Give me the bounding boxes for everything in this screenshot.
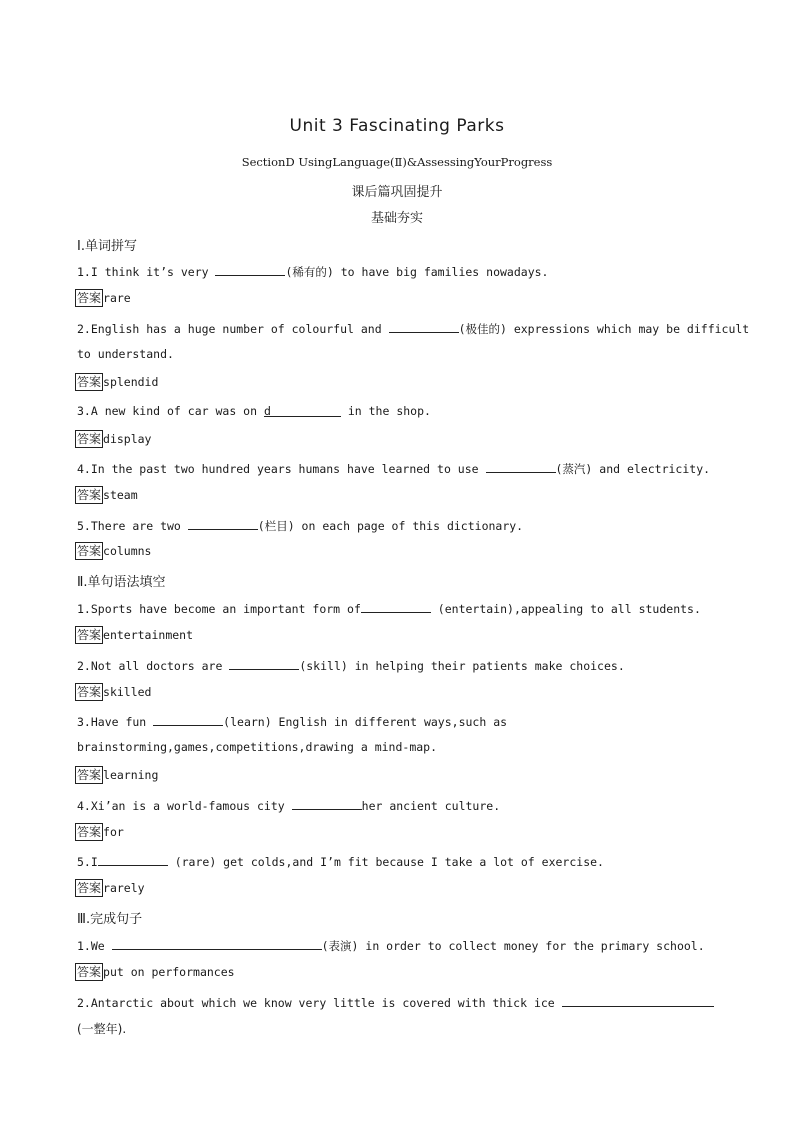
part2-q1-answer: 答案 entertainment [77, 628, 194, 642]
answer-blank[interactable] [389, 320, 459, 333]
part2-q3-line2: brainstorming,games,competitions,drawing a mind-map. [77, 740, 438, 754]
part2-q2: 2.Not all doctors are (skill) in helping their patients make choices. [77, 659, 625, 673]
answer-tag: 答案 [77, 768, 102, 782]
answer-blank[interactable] [361, 600, 431, 613]
part2-q2-answer: 答案 skilled [77, 685, 152, 699]
part2-q3: 3.Have fun (learn) English in different ways,such as [77, 715, 508, 729]
answer-blank[interactable] [153, 713, 223, 726]
part2-q5: 5.I (rare) get colds,and I’m fit because I take a lot of exercise. [77, 855, 604, 869]
part2-q1: 1.Sports have become an important form of (entertain),appealing to all students. [77, 602, 701, 616]
part3-q1: 1.We (表演) in order to collect money for the primary school. [77, 939, 705, 953]
answer-tag: 答案 [77, 432, 102, 446]
answer-blank[interactable] [562, 994, 714, 1007]
answer-blank[interactable] [98, 853, 168, 866]
part1-q4-answer: 答案 steam [77, 488, 138, 502]
answer-tag: 答案 [77, 488, 102, 502]
part3-q2: 2.Antarctic about which we know very little is covered with thick ice [77, 994, 714, 1010]
answer-tag: 答案 [77, 291, 102, 305]
part1-q2: 2.English has a huge number of colourful and (极佳的) expressions which may be difficult [77, 322, 750, 336]
part1-heading: Ⅰ.单词拼写 [77, 239, 137, 254]
answer-blank[interactable] [229, 657, 299, 670]
answer-blank[interactable] [292, 797, 362, 810]
part1-q3-answer: 答案 display [77, 432, 152, 446]
answer-tag: 答案 [77, 628, 102, 642]
part1-q5-answer: 答案 columns [77, 544, 152, 558]
answer-tag: 答案 [77, 965, 102, 979]
section-label: 课后篇巩固提升 [351, 185, 443, 200]
part1-q1: 1.I think it’s very (稀有的) to have big families nowadays. [77, 265, 549, 279]
page-subtitle: SectionD UsingLanguage(Ⅱ)&AssessingYourProgress [241, 155, 553, 169]
part3-q2-line2: (一整年). [77, 1022, 127, 1036]
answer-tag: 答案 [77, 544, 102, 558]
part1-q2-line2: to understand. [77, 347, 174, 361]
part2-q4-answer: 答案 for [77, 825, 124, 839]
answer-tag: 答案 [77, 375, 102, 389]
answer-tag: 答案 [77, 825, 102, 839]
answer-tag: 答案 [77, 881, 102, 895]
part1-q4: 4.In the past two hundred years humans have learned to use (蒸汽) and electricity. [77, 462, 711, 476]
level-label: 基础夯实 [370, 211, 423, 226]
answer-blank[interactable] [215, 263, 285, 276]
part3-heading: Ⅲ.完成句子 [77, 912, 143, 927]
part1-q3: 3.A new kind of car was on d in the shop. [77, 404, 431, 418]
part2-heading: Ⅱ.单句语法填空 [77, 575, 166, 590]
answer-tag: 答案 [77, 685, 102, 699]
part2-q3-answer: 答案 learning [77, 768, 159, 782]
part2-q4: 4.Xi’an is a world-famous city her ancient culture. [77, 799, 501, 813]
part1-q5: 5.There are two (栏目) on each page of this dictionary. [77, 519, 524, 533]
part2-q5-answer: 答案 rarely [77, 881, 145, 895]
part1-q1-answer: 答案 rare [77, 291, 131, 305]
answer-blank[interactable]: d [264, 404, 341, 417]
answer-blank[interactable] [188, 517, 258, 530]
answer-blank[interactable] [112, 937, 322, 950]
page-title: Unit 3 Fascinating Parks [289, 116, 505, 136]
answer-blank[interactable] [486, 460, 556, 473]
part3-q1-answer: 答案 put on performances [77, 965, 235, 979]
part1-q2-answer: 答案 splendid [77, 375, 159, 389]
